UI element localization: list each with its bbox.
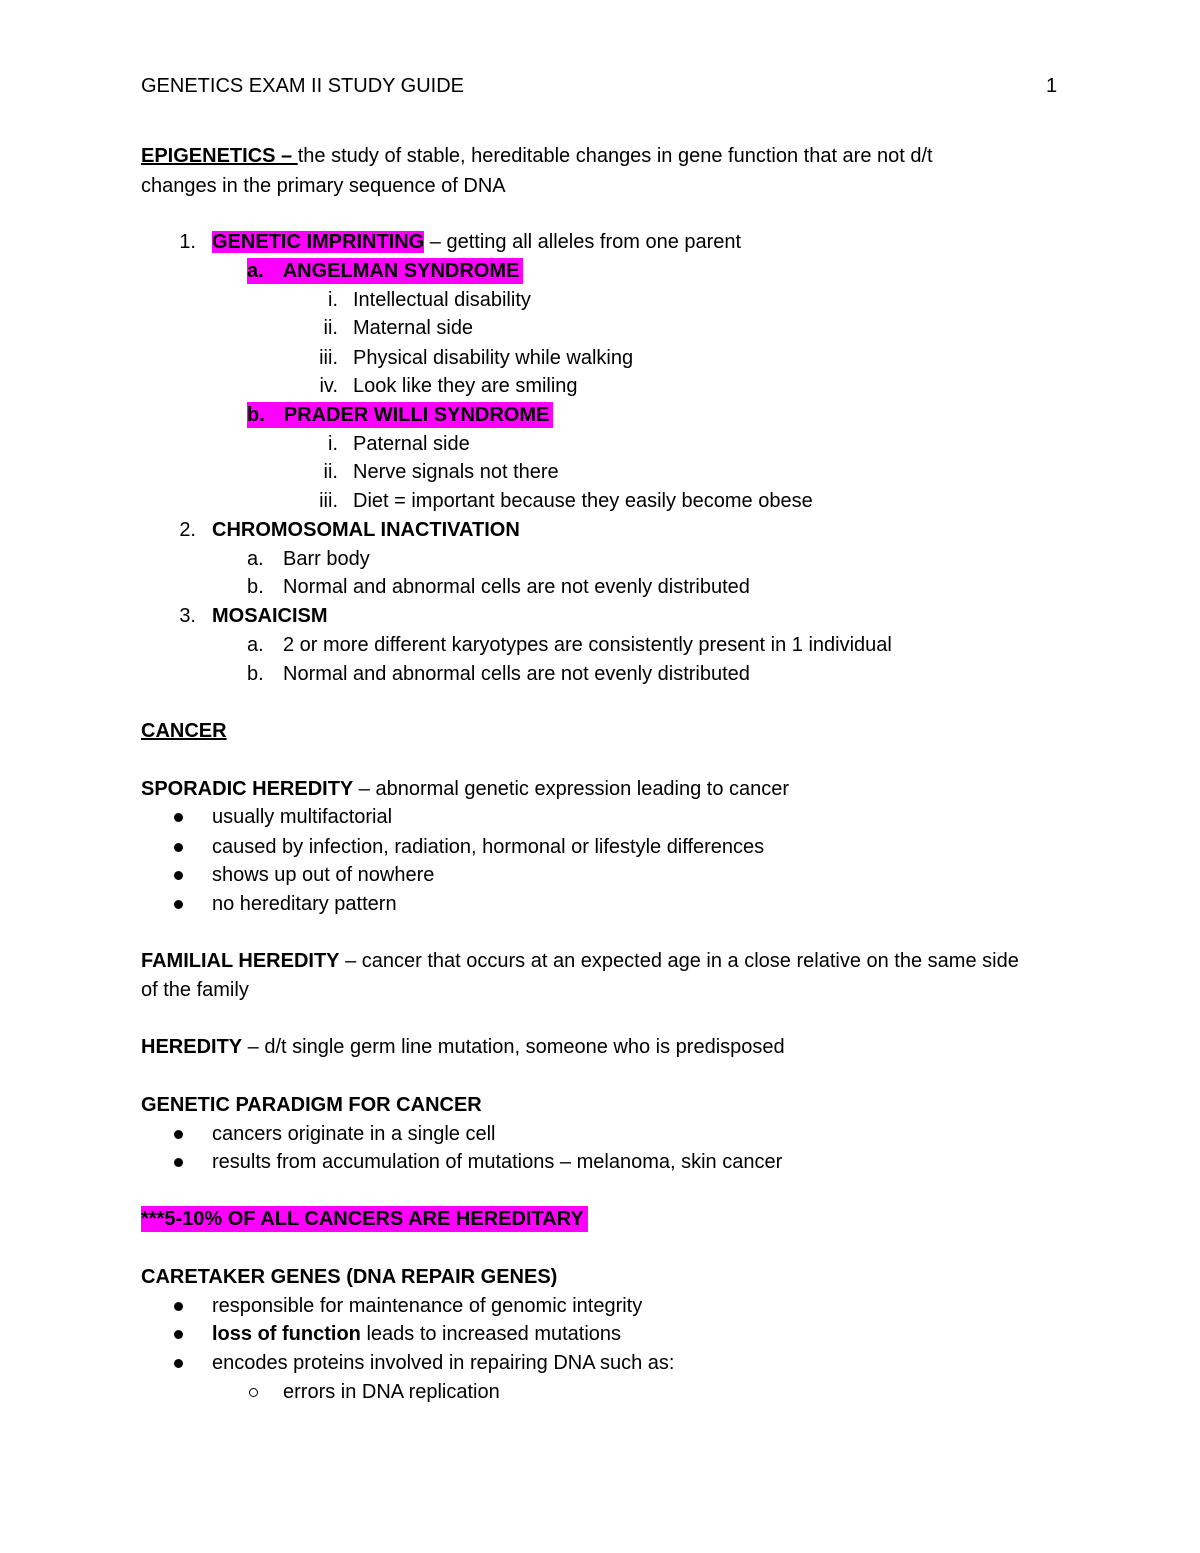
list-item: encodes proteins involved in repairing DNA such as: [212,1352,675,1374]
epigenetics-definition [141,143,933,169]
list-item: shows up out of nowhere [212,864,435,886]
prader-willi-title: PRADER WILLI SYNDROME [283,404,550,426]
bullet-icon [174,843,183,852]
bullet-icon [174,1330,183,1339]
list-item: 2 or more different karyotypes are consistently present in 1 individual [283,634,892,656]
roman-marker: iii. [319,490,338,512]
bullet-icon [174,1302,183,1311]
list-item: Physical disability while walking [353,347,634,369]
list-number: 3. [179,605,196,627]
bullet-icon [174,813,183,822]
list-item: Intellectual disability [353,289,531,311]
familial-term: FAMILIAL HEREDITY [141,950,340,972]
epigenetics-def-line1: the study of stable, hereditable changes in gene function that are not d/t [297,145,933,167]
bullet-icon [174,1359,183,1368]
loss-of-function-term: loss of function [212,1323,361,1345]
list-item: errors in DNA replication [283,1381,500,1403]
sub-item-prader-willi [247,402,553,428]
list-item: Paternal side [353,433,470,455]
list-item: no hereditary pattern [212,893,397,915]
sub-letter: b. [247,404,265,426]
heredity-term: HEREDITY [141,1036,243,1058]
bullet-icon [174,900,183,909]
sub-letter: a. [247,548,264,570]
hollow-bullet-icon [249,1388,258,1397]
sporadic-heredity [141,776,789,802]
sub-letter: a. [247,260,264,282]
genetic-imprinting-desc: – getting all alleles from one parent [424,231,742,253]
roman-marker: ii. [323,461,338,483]
roman-marker: ii. [323,317,338,339]
list-number: 1. [179,231,196,253]
familial-heredity [141,948,1019,974]
roman-marker: i. [328,289,338,311]
list-item: responsible for maintenance of genomic integrity [212,1295,643,1317]
familial-desc-line2: of the family [141,979,249,1001]
familial-desc: – cancer that occurs at an expected age in a close relative on the same side [339,950,1019,972]
sporadic-term: SPORADIC HEREDITY [141,778,354,800]
list-item: caused by infection, radiation, hormonal or lifestyle differences [212,836,765,858]
sub-letter: b. [247,663,264,685]
sub-letter: a. [247,634,264,656]
genetic-imprinting-title: GENETIC IMPRINTING [212,231,425,253]
loss-of-function-rest: leads to increased mutations [360,1323,622,1345]
list-item [212,1321,621,1347]
sporadic-desc: – abnormal genetic expression leading to cancer [353,778,790,800]
roman-marker: i. [328,433,338,455]
list-item: results from accumulation of mutations – melanoma, skin cancer [212,1151,783,1173]
list-number: 2. [179,519,196,541]
list-item: Normal and abnormal cells are not evenly distributed [283,576,750,598]
list-item: Diet = important because they easily become obese [353,490,813,512]
chromosomal-inactivation-title: CHROMOSOMAL INACTIVATION [212,519,520,541]
cancer-heading: CANCER [141,720,227,742]
list-item: Maternal side [353,317,474,339]
epigenetics-term: EPIGENETICS [141,145,276,167]
list-item: Nerve signals not there [353,461,559,483]
epigenetics-dash: – [275,145,298,167]
bullet-icon [174,871,183,880]
epigenetics-def-line2: changes in the primary sequence of DNA [141,175,506,197]
page-header-title: GENETICS EXAM II STUDY GUIDE [141,75,465,97]
roman-marker: iii. [319,347,338,369]
bullet-icon [174,1130,183,1139]
sub-item-angelman [247,258,523,284]
genetic-paradigm-title: GENETIC PARADIGM FOR CANCER [141,1094,482,1116]
caretaker-genes-title: CARETAKER GENES (DNA REPAIR GENES) [141,1266,558,1288]
heredity [141,1034,785,1060]
mosaicism-title: MOSAICISM [212,605,328,627]
roman-marker: iv. [319,375,338,397]
page-number: 1 [1046,75,1058,97]
list-item-genetic-imprinting [212,229,741,255]
angelman-title: ANGELMAN SYNDROME [282,260,520,282]
bullet-icon [174,1158,183,1167]
list-item: Barr body [283,548,370,570]
list-item: usually multifactorial [212,806,393,828]
sub-letter: b. [247,576,264,598]
list-item: cancers originate in a single cell [212,1123,496,1145]
heredity-desc: – d/t single germ line mutation, someone who is predisposed [242,1036,785,1058]
hereditary-callout: ***5-10% OF ALL CANCERS ARE HEREDITARY [141,1206,588,1232]
list-item: Normal and abnormal cells are not evenly distributed [283,663,750,685]
list-item: Look like they are smiling [353,375,578,397]
